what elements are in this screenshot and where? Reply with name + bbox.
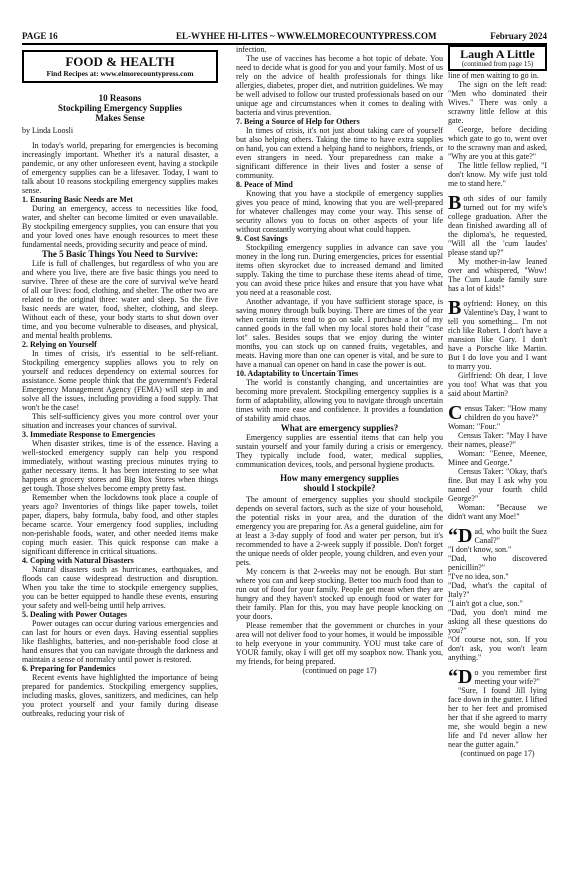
sidebar-title-box xyxy=(448,45,547,71)
section-title: FOOD & HEALTH xyxy=(65,54,175,69)
paragraph: Life is full of challenges, but regardless of who you are and where you live, there are five basic things you need to survive. Three of these are the core of survival we've heard of all our lives: food, clothing, and shelter. The other two are related to the original three: water and sleep. So the five basic needs are water, food, shelter, clothing, and sleep. Without each of these, your body starts to shut down over time, and you become vulnerable to diseases, and physical, and mental health problems. xyxy=(22,259,218,340)
column-3-sidebar xyxy=(448,45,547,758)
article-title xyxy=(22,93,218,123)
heading-line: How many emergency supplies xyxy=(280,473,399,483)
paragraph: The use of vaccines has become a hot topic of debate. You need to decide what is good for you and your family. Most of us rely on the advice of health professionals for things like allergies, diabetes, proper diet, and nutrition guidelines. We may be well advised to follow our trusted professionals based on our unique age and circumstances when it comes to dealing with bacteria and virus prevention. xyxy=(236,54,443,117)
column-1 xyxy=(22,50,218,718)
section-heading xyxy=(236,473,443,493)
joke xyxy=(448,527,547,662)
paragraph: infection. xyxy=(236,45,267,54)
newspaper-page xyxy=(22,0,547,871)
article-title-line: Stockpiling Emergency Supplies xyxy=(57,103,183,113)
masthead: EL-WYHEE HI-LITES ~ WWW.ELMORECOUNTYPRESS.COM xyxy=(176,31,437,41)
byline: by Linda Loosli xyxy=(22,126,74,135)
paragraph: My concern is that 2-weeks may not be enough. But start where you can and keep stocking. Better too much food than to run out of food for your family. People get mean when they are hungry and they haven't stocked up enough food or water for their family. Plan for this, you may have people knocking on your doors. xyxy=(236,567,443,621)
joke-text: ensus Taker: "How many children do you have?" xyxy=(464,404,547,422)
section-heading: 5. Dealing with Power Outages xyxy=(22,610,127,619)
sidebar-title: Laugh A Little xyxy=(460,47,535,61)
drop-cap: C xyxy=(448,402,463,424)
joke-text: "Of course not, son. If you don't ask, you won't learn anything." xyxy=(448,635,547,662)
section-heading: 1. Ensuring Basic Needs are Met xyxy=(22,195,133,204)
paragraph: Knowing that you have a stockpile of emergency supplies gives you peace of mind, knowing that you are well-prepared for whatever challenges may come your way. This sense of security allows you to focus on other aspects of your life without constantly worrying about what could happen. xyxy=(236,189,443,234)
joke-text: ad, who built the Suez Canal?" xyxy=(474,527,547,545)
joke-text: The little fellow replied, "I don't know. My wife just told me to stand here." xyxy=(448,161,547,188)
joke-text: oth sides of our family turned out for my wife's college graduation. After the dean finished awarding all of the diploma's, he requested, "Will all the 'cum laudes' please stand up?" xyxy=(448,194,547,257)
drop-cap: B xyxy=(448,192,462,214)
section-heading: 4. Coping with Natural Disasters xyxy=(22,556,134,565)
continued-note: (continued on page 17) xyxy=(302,666,377,675)
section-heading: 2. Relying on Yourself xyxy=(22,340,97,349)
joke-text: "I ain't got a clue, son." xyxy=(448,599,523,608)
section-heading: 3. Immediate Response to Emergencies xyxy=(22,430,156,439)
drop-cap: B xyxy=(448,297,462,319)
joke-text: "Sure, I found Jill lying face down in the gutter. I lifted her to her feet and promised her that if she agreed to marry me, she would begin a new life and I'd never allow her near the gutter again." xyxy=(448,686,547,749)
joke xyxy=(448,668,547,749)
paragraph: This self-sufficiency gives you more control over your situation and increases your chances of survival. xyxy=(22,412,218,430)
joke-text: Woman: "Because we didn't want any Moe!" xyxy=(448,503,547,521)
joke-text: "I don't know, son." xyxy=(448,545,512,554)
paragraph: Power outages can occur during various emergencies and can last for hours or even days. Having essential supplies like flashlights, batteries, and non-perishable food close at hand ensures that you can navigate through the darkness and maintain a sense of normalcy until power is restored. xyxy=(22,619,218,664)
paragraph: Another advantage, if you have sufficient storage space, is saving money through bulk buying. There are times of the year when certain items tend to go on sale. I purchase a lot of my canned goods in the fall when my local stores hold their "case lot" sales. Besides soups that we enjoy during the winter months, you can stock up on canned fruits, vegetables, and meats. Having more than one can opener is vital, and be sure to have a manual can opener on hand in case the power is out. xyxy=(236,297,443,369)
article-title-line: Makes Sense xyxy=(95,113,145,123)
page-number: PAGE 16 xyxy=(22,31,58,41)
paragraph: Recent events have highlighted the importance of being prepared for pandemics. Stockpiling emergency supplies, including masks, gloves, sanitizers, and medicines, can help you protect yourself and your family during disease outbreaks, reducing your risk of xyxy=(22,673,218,718)
paragraph: Natural disasters such as hurricanes, earthquakes, and floods can cause widespread destruction and disruption. When you take the time to stockpile emergency supplies, you can be better equipped to handle these events, ensuring your safety and well-being until help arrives. xyxy=(22,565,218,610)
joke-text: "Dad, you don't mind me asking all these questions do you?" xyxy=(448,608,547,635)
section-heading: 7. Being a Source of Help for Others xyxy=(236,117,360,126)
article-title-line: 10 Reasons xyxy=(98,93,142,103)
joke-text: George, before deciding which gate to go to, went over to the scrawny man and asked, "Why are you at this gate?" xyxy=(448,125,547,161)
drop-cap: “D xyxy=(448,525,473,547)
joke xyxy=(448,299,547,398)
paragraph: In times of crisis, it's not just about taking care of yourself but also helping others. Taking the time to have extra supplies on hand, you can extend a helping hand to neighbors, friends, or even strangers in need. Your preparedness can make a significant difference in their lives and foster a sense of community. xyxy=(236,126,443,180)
section-subtitle: Find Recipes at: www.elmorecountypress.com xyxy=(46,69,194,78)
paragraph: In times of crisis, it's essential to be self-reliant. Stockpiling emergency supplies allows you to rely on yourself and reduces dependency on external sources for assistance. Some people think that the government's Federal Emergency Management Agency (FEMA) will step in and solve all the issues, including providing a food supply. That won't be the case! xyxy=(22,349,218,412)
section-heading: What are emergency supplies? xyxy=(280,423,399,433)
paragraph: During an emergency, access to necessities like food, water, and shelter can become limited or even unavailable. By stockpiling emergency supplies, you can ensure that you and your loved ones have enough resources to meet these fundamental needs, providing security and peace of mind. xyxy=(22,204,218,249)
section-heading: 6. Preparing for Pandemics xyxy=(22,664,116,673)
joke-text: line of men waiting to go in. xyxy=(448,71,539,80)
paragraph: Emergency supplies are essential items that can help you sustain yourself and your family during a crisis or emergency. They typically include food, water, medical supplies, communication devices, tools, and personal hygiene products. xyxy=(236,433,443,469)
joke-text: My mother-in-law leaned over and whispered, "Wow! The Cum Laude family sure has a lot of kids!" xyxy=(448,257,547,293)
section-heading: 8. Peace of Mind xyxy=(236,180,293,189)
paragraph: The amount of emergency supplies you should stockpile depends on several factors, such as the size of your household, the potential risks in your area, and the duration of the emergency you are preparing for. As a general guideline, aim for at least a 3-day supply of food and water per person, but it's recommended to have a 2-week supply if possible. Don't forget the unique needs of older people, young children, and even your pets. xyxy=(236,495,443,567)
drop-cap: “D xyxy=(448,666,473,688)
joke-text: The sign on the left read: "Men who dominated their Wives." There was only a scrawny little fellow at this gate. xyxy=(448,80,547,125)
joke-text: Woman: "Four." xyxy=(448,422,501,431)
joke xyxy=(448,194,547,293)
section-heading: 9. Cost Savings xyxy=(236,234,288,243)
joke xyxy=(448,404,547,521)
joke-text: Census Taker: "May I have their names, please?" xyxy=(448,431,547,449)
paragraph: In today's world, preparing for emergencies is becoming increasingly important. Whether it's a natural disaster, a pandemic, or any other unforeseen event, having a stockpile of emergency supplies can be a lifesaver. Today, I want to talk about 10 reasons stockpiling emergency supplies makes sense. xyxy=(22,141,218,195)
joke-text: o you remember first meeting your wife?" xyxy=(474,668,547,686)
paragraph: Please remember that the government or churches in your area will not deliver food to your homes, it would be impossible to help everyone in your community. YOU must take care of YOUR family, okay I will get off my soapbox now. Thank you, my friends, for being prepared. xyxy=(236,621,443,666)
page-header xyxy=(22,31,547,43)
joke-text: Girlfriend: Oh dear, I love you too! What was that you said about Martin? xyxy=(448,371,547,398)
paragraph: The world is constantly changing, and uncertainties are becoming more prevalent. Stockpiling emergency supplies is a form of adaptability, allowing you to navigate through uncertain times with more ease and confidence. It provides a foundation of stability amid chaos. xyxy=(236,378,443,423)
column-2 xyxy=(236,45,443,675)
section-heading: 10. Adaptability to Uncertain Times xyxy=(236,369,359,378)
paragraph: When disaster strikes, time is of the essence. Having a well-stocked emergency supply can help you respond immediately, without wasting precious minutes trying to gather necessary items. It has been interesting to see what happens at grocery stores and Big Box Stores when things get tough. Those shelves become empty pretty fast. xyxy=(22,439,218,493)
joke-text: "I've no idea, son." xyxy=(448,572,509,581)
joke-text: "Dad, what's the capital of Italy?" xyxy=(448,581,547,599)
paragraph: Remember when the lockdowns took place a couple of years ago? Inventories of things like paper towels, toilet paper, diapers, baby formula, baby food, and other staples became scarce. Your emergency food supplies, including non-perishable foods, water, and other needed items make coping much easier. This quick response can make a significant difference in critical situations. xyxy=(22,493,218,556)
joke-text: oyfriend: Honey, on this Valentine's Day, I want to tell you something... I'm not rich like Robert. I don't have a mansion like Gary. I don't have a Porsche like Martin. But I do love you and I want to marry you. xyxy=(448,299,547,371)
heading-line: should I stockpile? xyxy=(303,483,376,493)
section-title-box xyxy=(22,50,218,83)
paragraph: Stockpiling emergency supplies in advance can save you money in the long run. During emergencies, prices for essential items often skyrocket due to increased demand and limited supply. Taking the time to purchase these items ahead of time, you can avoid these price hikes and ensure that you have what you need at a reasonable cost. xyxy=(236,243,443,297)
joke-text: Census Taker: "Okay, that's fine. But may I ask why you named your fourth child George?" xyxy=(448,467,547,503)
section-heading: The 5 Basic Things You Need to Survive: xyxy=(41,249,199,259)
joke-text: "Dad, who discovered penicillin?" xyxy=(448,554,547,572)
issue-date: February 2024 xyxy=(490,31,547,41)
joke-text: Woman: "Eenee, Meenee, Minee and George." xyxy=(448,449,547,467)
sidebar-subtitle: (continued from page 15) xyxy=(461,60,534,68)
continued-note: (continued on page 17) xyxy=(460,749,535,758)
